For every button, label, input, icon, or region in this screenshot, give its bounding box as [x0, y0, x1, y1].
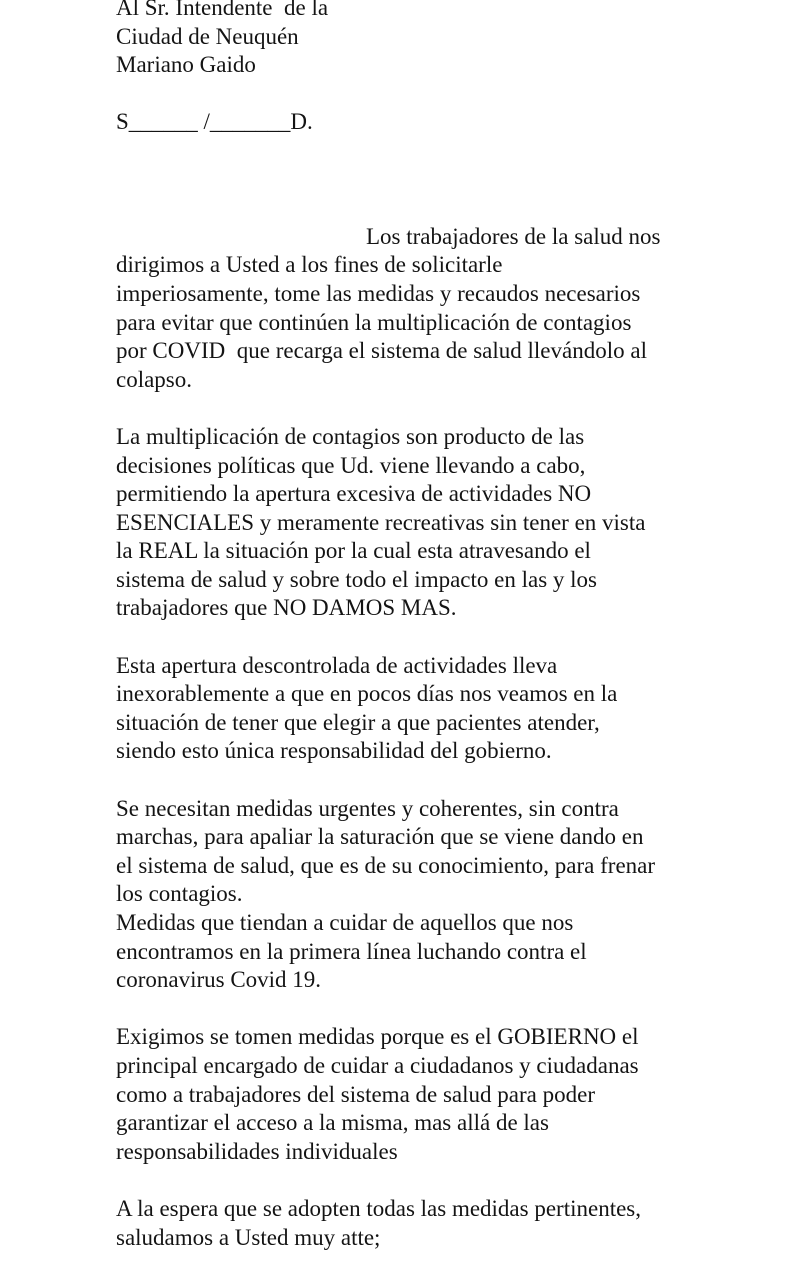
paragraph-line: permitiendo la apertura excesiva de actividades NO: [116, 481, 592, 507]
paragraph-line: trabajadores que NO DAMOS MAS.: [116, 595, 457, 621]
paragraph-line: sistema de salud y sobre todo el impacto en las y los: [116, 566, 597, 592]
address-line: Mariano Gaido: [116, 52, 256, 78]
paragraph-line: A la espera que se adopten todas las medidas pertinentes,: [116, 1195, 642, 1221]
paragraph-line: por COVID que recarga el sistema de salud llevándolo al: [116, 338, 647, 364]
address-line: Al Sr. Intendente de la: [116, 0, 329, 20]
paragraph-4: [116, 795, 726, 995]
paragraph-line: Se necesitan medidas urgentes y coherentes, sin contra: [116, 795, 619, 821]
paragraph-line: marchas, para apaliar la saturación que se viene dando en: [116, 824, 644, 850]
paragraph-line: Esta apertura descontrolada de actividades lleva: [116, 652, 558, 678]
paragraph-line: imperiosamente, tome las medidas y recaudos necesarios: [116, 280, 641, 306]
paragraph-2: [116, 423, 726, 623]
paragraph-line: responsabilidades individuales: [116, 1138, 398, 1164]
paragraph-line: decisiones políticas que Ud. viene llevando a cabo,: [116, 452, 586, 478]
paragraph-3: [116, 652, 726, 766]
paragraph-line: los contagios.: [116, 881, 243, 907]
paragraph-line: coronavirus Covid 19.: [116, 967, 322, 993]
paragraph-line: Medidas que tiendan a cuidar de aquellos que nos: [116, 910, 574, 936]
letter-page: [116, 0, 726, 1252]
paragraph-line: inexorablemente a que en pocos días nos veamos en la: [116, 681, 618, 707]
paragraph-6: [116, 1195, 726, 1252]
paragraph-line: garantizar el acceso a la misma, mas allá de las: [116, 1110, 549, 1136]
paragraph-line: el sistema de salud, que es de su conocimiento, para frenar: [116, 852, 656, 878]
paragraph-line: para evitar que continúen la multiplicación de contagios: [116, 309, 632, 335]
paragraph-line: dirigimos a Usted a los fines de solicitarle: [116, 252, 503, 278]
paragraph-line: principal encargado de cuidar a ciudadanos y ciudadanas: [116, 1052, 639, 1078]
paragraph-line: ESENCIALES y meramente recreativas sin tener en vista: [116, 509, 646, 535]
paragraph-line: la REAL la situación por la cual esta atravesando el: [116, 538, 591, 564]
address-block: [116, 0, 726, 137]
paragraph-line: Exigimos se tomen medidas porque es el GOBIERNO el: [116, 1024, 639, 1050]
paragraph-line: situación de tener que elegir a que pacientes atender,: [116, 709, 600, 735]
paragraph-line: como a trabajadores del sistema de salud para poder: [116, 1081, 595, 1107]
paragraph-1: [116, 223, 726, 395]
paragraph-line: saludamos a Usted muy atte;: [116, 1224, 381, 1250]
address-line: Ciudad de Neuquén: [116, 23, 299, 49]
paragraph-line: encontramos en la primera línea luchando contra el: [116, 938, 587, 964]
sd-line: S______ /_______D.: [116, 109, 313, 135]
paragraph-5: [116, 1023, 726, 1166]
paragraph-line: La multiplicación de contagios son producto de las: [116, 423, 585, 449]
paragraph-line: Los trabajadores de la salud nos: [366, 223, 661, 249]
paragraph-line: colapso.: [116, 366, 193, 392]
paragraph-line: siendo esto única responsabilidad del gobierno.: [116, 738, 552, 764]
